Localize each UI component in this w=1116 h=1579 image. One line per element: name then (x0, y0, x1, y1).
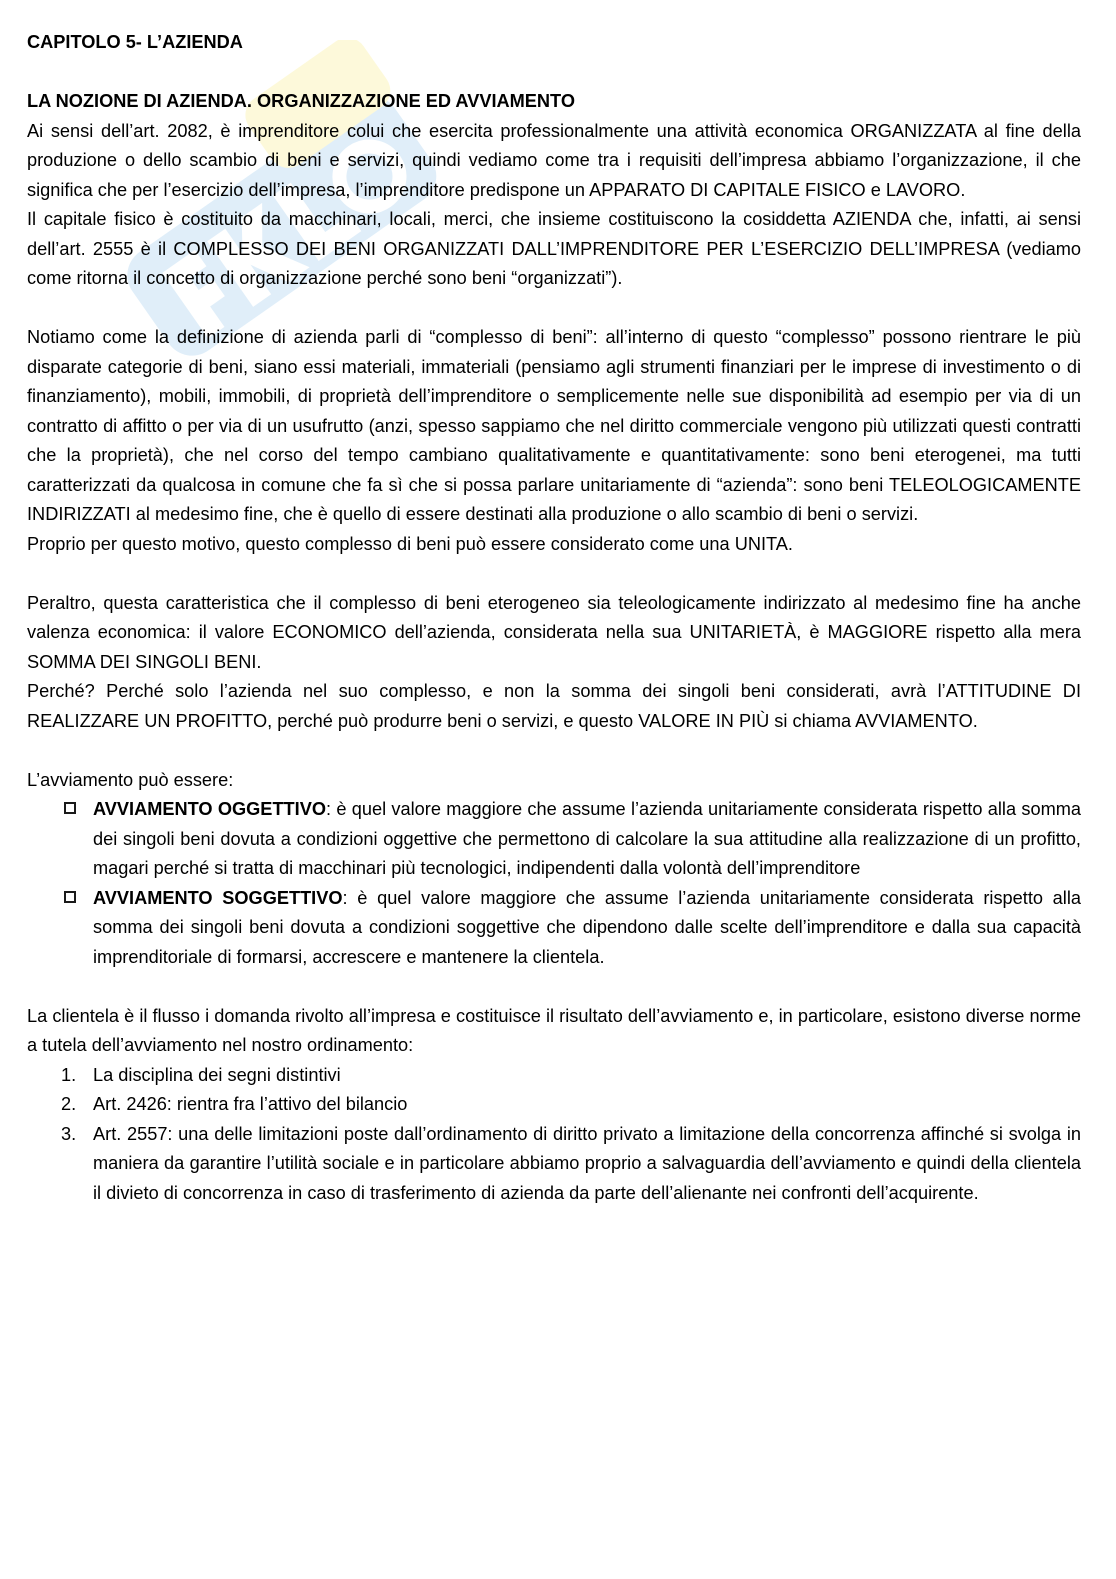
spacer (27, 58, 1081, 88)
paragraph: Il capitale fisico è costituito da macchinari, locali, merci, che insieme costituiscono la cosiddetta AZIENDA che, infatti, ai sensi dell’art. 2555 è il COMPLESSO DEI BENI ORGANIZZATI DALL’IMPRENDITORE PER L’ESERCIZIO DELL’IMPRESA (vediamo come ritorna il concetto di organizzazione perché sono beni “organizzati”). (27, 209, 1081, 288)
paragraph: Ai sensi dell’art. 2082, è imprenditore colui che esercita professionalmente una attività economica ORGANIZZATA al fine della produzione o dello scambio di beni e servizi, quindi vediamo come tra i requisiti dell’impresa abbiamo l’organizzazione, il che significa che per l’esercizio dell’impresa, l’imprenditore predispone un APPARATO DI CAPITALE FISICO e LAVORO. (27, 120, 1081, 200)
list-item (27, 795, 1081, 884)
avviamento-list (27, 795, 1081, 972)
paragraph: Perché? Perché solo l’azienda nel suo complesso, e non la somma dei singoli beni considerati, avrà l’ATTITUDINE DI REALIZZARE UN PROFITTO, perché può produrre beni o servizi, e questo VALORE IN PIÙ si chiama AVVIAMENTO. (27, 681, 1081, 731)
document-body (27, 28, 1081, 1208)
spacer (27, 972, 1081, 1002)
list-text: Art. 2426: rientra fra l’attivo del bilancio (93, 1094, 408, 1114)
bullet-text: : è quel valore maggiore che assume l’azienda unitariamente considerata rispetto alla somma dei singoli beni dovuta a condizioni soggettive che dipendono dalle scelte dell’imprenditore e dalla sua capacità imprenditoriale di formarsi, accrescere e mantenere la clientela. (93, 887, 1081, 967)
spacer (27, 294, 1081, 324)
section-title: LA NOZIONE DI AZIENDA. ORGANIZZAZIONE ED AVVIAMENTO (27, 91, 575, 111)
list-item (27, 1090, 1081, 1120)
bullet-text: : è quel valore maggiore che assume l’azienda unitariamente considerata rispetto alla somma dei singoli beni dovuta a condizioni oggettive che permettono di calcolare la sua attitudine alla realizzazione di un profitto, magari perché si tratta di macchinari più tecnologici, indipendenti dalla volontà dell’imprenditore (93, 799, 1081, 878)
list-item (27, 1120, 1081, 1209)
norme-list (27, 1061, 1081, 1209)
chapter-title: CAPITOLO 5- L’AZIENDA (27, 32, 243, 52)
list-number: 2. (61, 1094, 77, 1114)
bullet-term: AVVIAMENTO SOGGETTIVO (93, 887, 343, 908)
bullet-term: AVVIAMENTO OGGETTIVO (93, 799, 326, 819)
list-item (27, 1061, 1081, 1091)
paragraph: Notiamo come la definizione di azienda parli di “complesso di beni”: all’interno di questo “complesso” possono rientrare le più disparate categorie di beni, siano essi materiali, immateriali (pensiamo agli strumenti finanziari per le imprese di investimento o di finanziamento), mobili, immobili, di proprietà dell’imprenditore o semplicemente nelle sue disponibilità ad esempio per via di un contratto di affitto o per via di un usufrutto (anzi, spesso sappiamo che nel diritto commerciale vengono più utilizzati questi contratti che la proprietà), che nel corso del tempo cambiano qualitativamente e quantitativamente: sono beni eterogenei, ma tutti caratterizzati da qualcosa in comune che fa sì che si possa parlare unitariamente di “azienda”: sono beni TELEOLOGICAMENTE INDIRIZZATI al medesimo fine, che è quello di essere destinati alla produzione o allo scambio di beni o servizi. (27, 327, 1081, 524)
clientela-paragraph: La clientela è il flusso i domanda rivolto all’impresa e costituisce il risultato dell’avviamento e, in particolare, esistono diverse norme a tutela dell’avviamento nel nostro ordinamento: (27, 1005, 1081, 1055)
spacer (27, 736, 1081, 766)
checkbox-bullet-icon (64, 802, 76, 814)
spacer (27, 559, 1081, 589)
paragraph: Proprio per questo motivo, questo complesso di beni può essere considerato come una UNITA. (27, 533, 793, 554)
list-number: 3. (61, 1123, 77, 1144)
paragraph: Peraltro, questa caratteristica che il complesso di beni eterogeneo sia teleologicamente indirizzato al medesimo fine ha anche valenza economica: il valore ECONOMICO dell’azienda, considerata nella sua UNITARIETÀ, è MAGGIORE rispetto alla mera SOMMA DEI SINGOLI BENI. (27, 592, 1081, 672)
list-item (27, 884, 1081, 973)
list-number: 1. (61, 1064, 77, 1085)
avviamento-intro: L’avviamento può essere: (27, 769, 234, 790)
list-text: Art. 2557: una delle limitazioni poste dall’ordinamento di diritto privato a limitazione della concorrenza affinché si svolga in maniera da garantire l’utilità sociale e in particolare abbiamo proprio a salvaguardia dell’avviamento e quindi della clientela il divieto di concorrenza in caso di trasferimento di azienda da parte dell’alienante nei confronti dell’acquirente. (93, 1123, 1081, 1203)
checkbox-bullet-icon (64, 891, 76, 903)
list-text: La disciplina dei segni distintivi (93, 1064, 341, 1085)
